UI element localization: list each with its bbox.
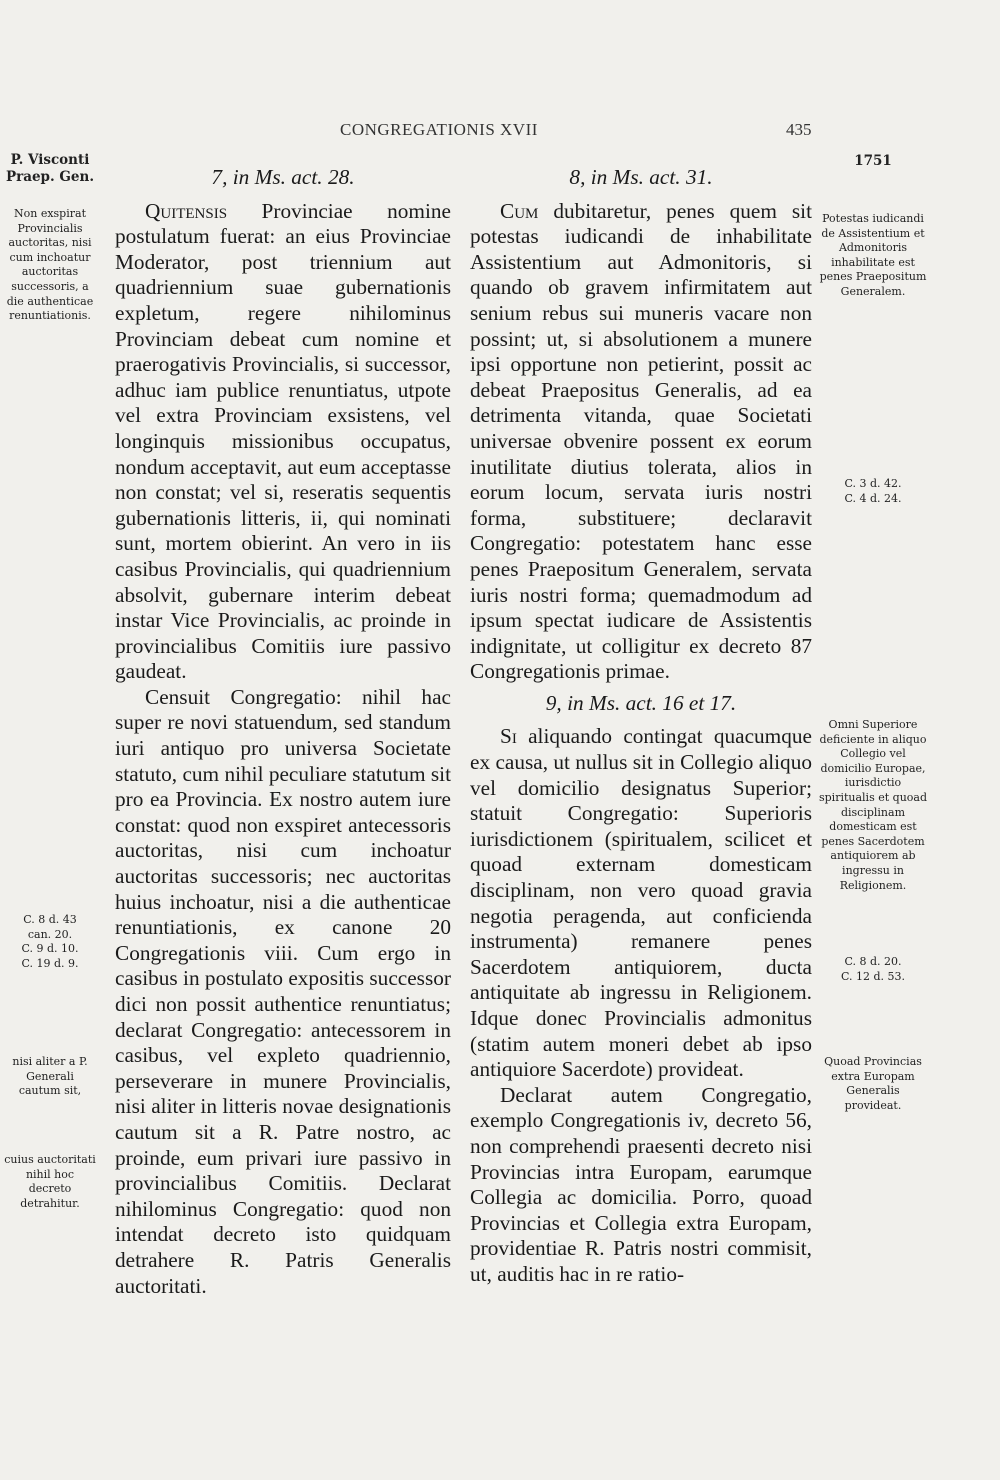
decree-8-paragraph	[470, 199, 812, 685]
ref: C. 19 d. 9.	[21, 956, 79, 970]
author-title: Praep. Gen.	[5, 169, 95, 185]
ref: can. 20.	[27, 927, 73, 941]
right-margin-note-3: Quoad Provincias extra Europam Generalis provideat.	[824, 1055, 922, 1112]
lead-word: Quitensis	[145, 198, 228, 223]
left-margin-note-2: nisi aliter a P. Generali cautum sit,	[12, 1055, 88, 1098]
left-margin-note-3: cuius auctoritati nihil hoc decreto detrahitur.	[4, 1153, 96, 1210]
decree-heading-8: 8, in Ms. act. 31.	[569, 165, 713, 189]
left-column	[115, 165, 451, 1299]
ref: C. 8 d. 43	[23, 913, 77, 926]
ref: C. 9 d. 10.	[21, 942, 79, 956]
left-margin-author	[4, 152, 96, 186]
right-margin-year	[818, 153, 928, 170]
running-head: CONGREGATIONIS XVII	[340, 120, 538, 139]
decree-9-paragraph-1	[470, 724, 812, 1082]
decree-7-paragraph-2: Censuit Congregatio: nihil hac super re novi statuendum, sed standum iuri antiquo pro universa Societate statuto, cum nihil peculiare statutum sit pro ea Provincia. Ex nostro autem iure constat: quod non exspiret antecessoris auctoritas, nisi cum inchoatur auctoritas successoris; nec auctoritas huius inchoatur, nisi a die authenticae renuntiationis, ex canone 20 Congregationis viii. Cum ergo in casibus in postulato expositis successor dici non possit authentice renuntiatus; declarat Congregatio: antecessorem in casibus, vel expleto quadriennio, perseverare in munere Provincialis, nisi aliter in litteris novae designationis cautum sit a R. Patre nostro, ac proinde, eum privari iure passivo in provincialibus Comitiis. Declarat nihilominus Congregatio: quod non intendat decreto isto quidquam detrahere R. Patris Generalis auctoritati.	[115, 684, 451, 1298]
decree-heading-9: 9, in Ms. act. 16 et 17.	[545, 690, 737, 715]
paragraph-text: dubitaretur, penes quem sit potestas iudicandi de inhabilitate Assistentium aut Admonitoris, si quando ob gravem infirmitatem aut senium rebus sui muneris vacare non possint; ut, si absolutionem a munere ipsi opportune non petierint, possit ac debeat Praepositus Generalis, ad ea detrimenta vitanda, quae Societati universae obvenire possent ex eorum inutilitate diutius tolerata, alios in eorum locum, servata iuris nostri forma, substituere; declaravit Congregatio: potestatem hanc esse penes Praepositum Generalem, servata iuris nostri forma; quemadmodum ad ipsum spectat iudicare de Assistentis indignitate, ut colligitur ex decreto 87 Congregationis primae.	[470, 198, 812, 684]
author-name: P. Visconti	[10, 152, 90, 168]
left-margin-note-1: Non exspirat Provincialis auctoritas, nisi cum inchoatur auctoritas successoris, a die authenticae renuntiationis.	[6, 207, 94, 323]
decree-heading-7: 7, in Ms. act. 28.	[211, 165, 355, 189]
right-column	[470, 165, 812, 1288]
right-margin-refs-1	[818, 477, 928, 506]
ref: C. 12 d. 53.	[840, 969, 906, 983]
ref: C. 4 d. 24.	[844, 491, 902, 505]
right-margin-note-1: Potestas iudicandi de Assistentium et Admonitoris inhabilitate est penes Praepositum Generalem.	[819, 212, 927, 298]
decree-7-paragraph-1	[115, 199, 451, 685]
right-margin-refs-2	[818, 955, 928, 984]
paragraph-text: aliquando contingat quacumque ex causa, ut nullus sit in Collegio aliquo vel domicilio designatus Superior; statuit Congregatio: Superioris iurisdictionem (spiritualem, scilicet et quoad externam domesticam disciplinam, non vero quoad gravia negotia peragenda, aut conficienda instrumenta) remanere penes Sacerdotem antiquiorem, ducta antiquitate ab ingressu in Religionem. Idque donec Provincialis admonitus (statim autem moneri debet ab ipso antiquiore Sacerdote) provideat.	[470, 724, 812, 1082]
page-number: 435	[786, 120, 812, 139]
ref: C. 8 d. 20.	[844, 955, 902, 968]
right-margin-note-2: Omni Superiore deficiente in aliquo Collegio vel domicilio Europae, iurisdictio spiritualis et quoad disciplinam domesticam est penes Sacerdotem antiquiorem ab ingressu in Religionem.	[819, 718, 927, 892]
lead-word: Cum	[500, 198, 539, 223]
ref: C. 3 d. 42.	[844, 477, 902, 490]
decree-9-paragraph-2: Declarat autem Congregatio, exemplo Congregationis iv, decreto 56, non comprehendi praesenti decreto nisi Provincias intra Europam, earumque Collegia ac domicilia. Porro, quoad Provincias et Collegia extra Europam, providentiae R. Patris nostri commisit, ut, auditis hac in re ratio-	[470, 1082, 812, 1286]
paragraph-text: Provinciae nomine postulatum fuerat: an eius Provinciae Moderator, post triennium aut quadriennium suae gubernationis expletum, regere nihilominus Provinciam debeat cum nomine et praerogativis Provincialis, si successor, adhuc iam publice renuntiatus, utpote vel extra Provinciam exsistens, vel longinquis missionibus occupatus, nondum acceptavit, aut eum acceptasse non constat; vel si, reseratis sequentis gubernationis litteris, ii, qui nominati sunt, mortem obierint. An vero in iis casibus Provincialis, qui quadriennium absolvit, gubernare interim debeat instar Vice Provincialis, ac proinde in provincialibus Comitiis iure passivo gaudeat.	[115, 198, 451, 684]
left-margin-refs	[4, 913, 96, 971]
lead-word: Si	[500, 724, 517, 749]
year: 1751	[854, 153, 892, 169]
